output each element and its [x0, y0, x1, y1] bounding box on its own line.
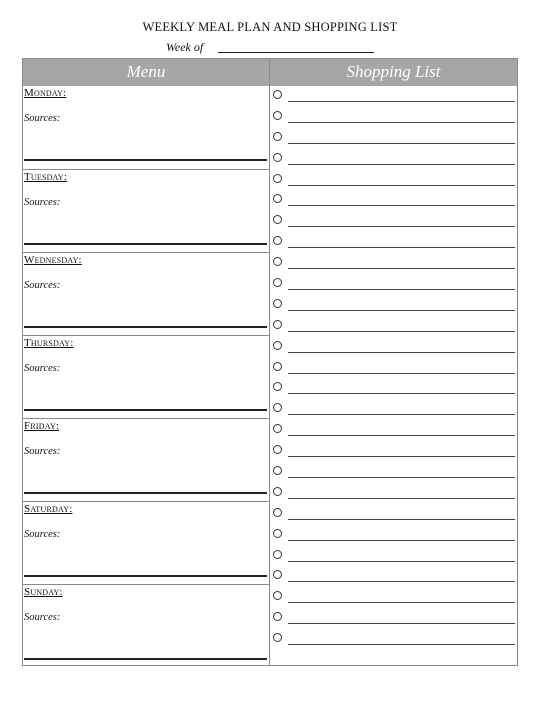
shopping-item-line[interactable]: [288, 373, 515, 374]
shopping-item-line[interactable]: [288, 581, 515, 582]
shopping-item-line[interactable]: [288, 268, 515, 269]
shopping-item-line[interactable]: [288, 310, 515, 311]
shopping-list-item: [270, 253, 517, 274]
shopping-list-item: [270, 149, 517, 170]
menu-column: [23, 86, 269, 667]
checkbox-circle-icon[interactable]: [273, 194, 282, 203]
checkbox-circle-icon[interactable]: [273, 362, 282, 371]
day-block: [23, 86, 269, 169]
shopping-list-item: [270, 337, 517, 358]
shopping-item-line[interactable]: [288, 498, 515, 499]
shopping-list-item: [270, 420, 517, 441]
shopping-list-item: [270, 525, 517, 546]
shopping-list-item: [270, 295, 517, 316]
shopping-item-line[interactable]: [288, 143, 515, 144]
checkbox-circle-icon[interactable]: [273, 487, 282, 496]
shopping-list-item: [270, 441, 517, 462]
shopping-list-item: [270, 107, 517, 128]
checkbox-circle-icon[interactable]: [273, 508, 282, 517]
shopping-item-line[interactable]: [288, 456, 515, 457]
sources-label: Sources:: [24, 363, 61, 374]
shopping-item-line[interactable]: [288, 393, 515, 394]
page-title: WEEKLY MEAL PLAN AND SHOPPING LIST: [142, 20, 398, 34]
shopping-item-line[interactable]: [288, 477, 515, 478]
checkbox-circle-icon[interactable]: [273, 382, 282, 391]
shopping-list-item: [270, 86, 517, 107]
day-block: [23, 501, 269, 584]
shopping-list-item: [270, 316, 517, 337]
checkbox-circle-icon[interactable]: [273, 153, 282, 162]
shopping-item-line[interactable]: [288, 289, 515, 290]
shopping-item-line[interactable]: [288, 561, 515, 562]
checkbox-circle-icon[interactable]: [273, 215, 282, 224]
shopping-list-column: [270, 86, 517, 650]
week-of-field[interactable]: [218, 52, 374, 53]
shopping-list-item: [270, 274, 517, 295]
shopping-list-item: [270, 232, 517, 253]
shopping-list-item: [270, 399, 517, 420]
checkbox-circle-icon[interactable]: [273, 445, 282, 454]
checkbox-circle-icon[interactable]: [273, 320, 282, 329]
shopping-item-line[interactable]: [288, 414, 515, 415]
checkbox-circle-icon[interactable]: [273, 633, 282, 642]
checkbox-circle-icon[interactable]: [273, 403, 282, 412]
table-header: [23, 59, 517, 86]
checkbox-circle-icon[interactable]: [273, 111, 282, 120]
day-write-line[interactable]: [24, 159, 267, 161]
day-block: [23, 169, 269, 252]
shopping-list-item: [270, 211, 517, 232]
shopping-item-line[interactable]: [288, 185, 515, 186]
checkbox-circle-icon[interactable]: [273, 466, 282, 475]
shopping-item-line[interactable]: [288, 352, 515, 353]
shopping-item-line[interactable]: [288, 122, 515, 123]
menu-header: Menu: [126, 62, 166, 81]
shopping-item-line[interactable]: [288, 602, 515, 603]
shopping-item-line[interactable]: [288, 519, 515, 520]
checkbox-circle-icon[interactable]: [273, 612, 282, 621]
week-of-label: Week of: [166, 40, 204, 54]
day-name: Monday:: [24, 87, 67, 99]
shopping-list-item: [270, 546, 517, 567]
shopping-list-item: [270, 170, 517, 191]
shopping-item-line[interactable]: [288, 623, 515, 624]
checkbox-circle-icon[interactable]: [273, 341, 282, 350]
shopping-list-item: [270, 608, 517, 629]
shopping-item-line[interactable]: [288, 644, 515, 645]
day-name: Tuesday:: [24, 171, 68, 183]
shopping-item-line[interactable]: [288, 164, 515, 165]
shopping-list-item: [270, 358, 517, 379]
day-write-line[interactable]: [24, 575, 267, 577]
sources-label: Sources:: [24, 446, 61, 457]
shopping-list-item: [270, 504, 517, 525]
checkbox-circle-icon[interactable]: [273, 591, 282, 600]
day-block: [23, 418, 269, 501]
sources-label: Sources:: [24, 280, 61, 291]
shopping-item-line[interactable]: [288, 435, 515, 436]
checkbox-circle-icon[interactable]: [273, 299, 282, 308]
day-write-line[interactable]: [24, 492, 267, 494]
shopping-item-line[interactable]: [288, 205, 515, 206]
day-name: Thursday:: [24, 337, 74, 349]
planner-sheet: [22, 58, 518, 666]
shopping-list-item: [270, 462, 517, 483]
checkbox-circle-icon[interactable]: [273, 278, 282, 287]
shopping-list-item: [270, 378, 517, 399]
day-name: Friday:: [24, 420, 60, 432]
shopping-item-line[interactable]: [288, 540, 515, 541]
day-write-line[interactable]: [24, 326, 267, 328]
shopping-list-item: [270, 128, 517, 149]
shopping-list-header: Shopping List: [346, 62, 441, 81]
checkbox-circle-icon[interactable]: [273, 529, 282, 538]
day-block: [23, 252, 269, 335]
shopping-list-item: [270, 190, 517, 211]
shopping-list-item: [270, 483, 517, 504]
day-write-line[interactable]: [24, 243, 267, 245]
day-name: Sunday:: [24, 586, 63, 598]
checkbox-circle-icon[interactable]: [273, 90, 282, 99]
shopping-item-line[interactable]: [288, 226, 515, 227]
day-name: Saturday:: [24, 503, 73, 515]
day-block: [23, 335, 269, 418]
shopping-item-line[interactable]: [288, 331, 515, 332]
sources-label: Sources:: [24, 612, 61, 623]
checkbox-circle-icon[interactable]: [273, 550, 282, 559]
shopping-item-line[interactable]: [288, 247, 515, 248]
day-write-line[interactable]: [24, 658, 267, 660]
checkbox-circle-icon[interactable]: [273, 257, 282, 266]
checkbox-circle-icon[interactable]: [273, 236, 282, 245]
shopping-list-item: [270, 587, 517, 608]
shopping-list-item: [270, 629, 517, 650]
day-write-line[interactable]: [24, 409, 267, 411]
sources-label: Sources:: [24, 197, 61, 208]
shopping-item-line[interactable]: [288, 101, 515, 102]
checkbox-circle-icon[interactable]: [273, 570, 282, 579]
sources-label: Sources:: [24, 529, 61, 540]
checkbox-circle-icon[interactable]: [273, 132, 282, 141]
day-block: [23, 584, 269, 667]
checkbox-circle-icon[interactable]: [273, 424, 282, 433]
sources-label: Sources:: [24, 113, 61, 124]
checkbox-circle-icon[interactable]: [273, 174, 282, 183]
day-name: Wednesday:: [24, 254, 82, 266]
shopping-list-item: [270, 566, 517, 587]
